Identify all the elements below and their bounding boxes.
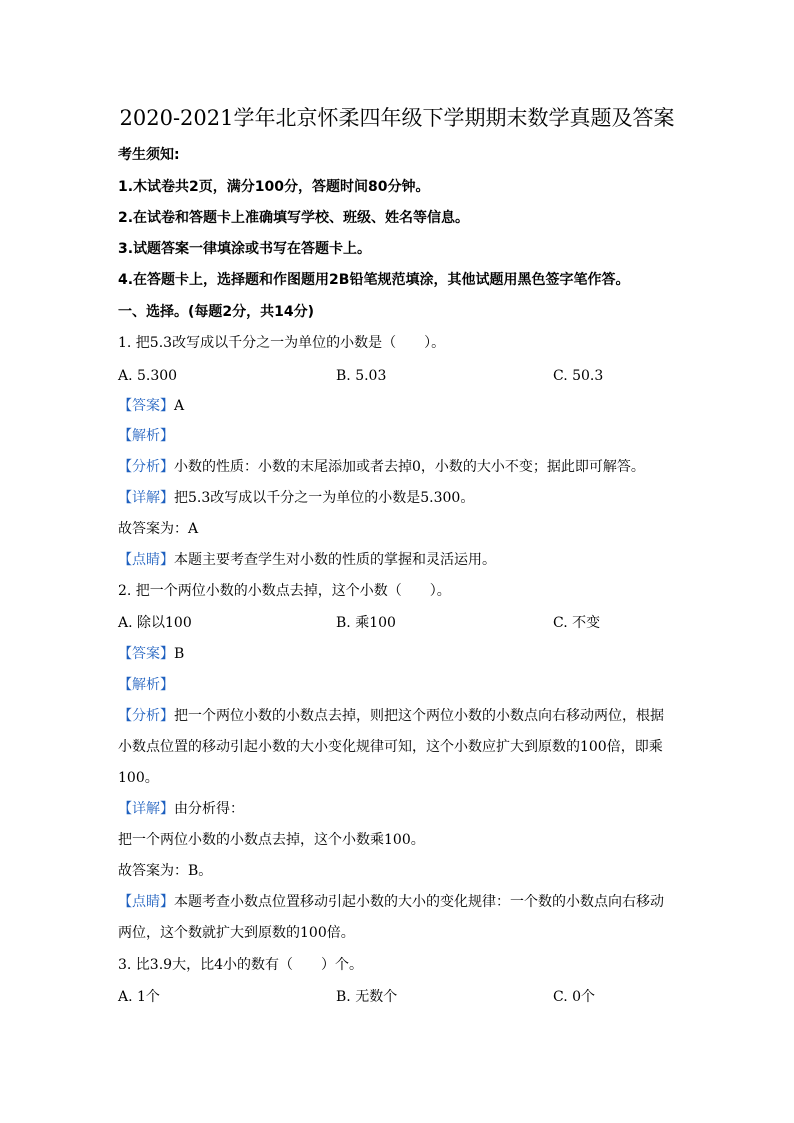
question-2-xiangjie-line-2: 把一个两位小数的小数点去掉，这个小数乘100。 <box>118 832 425 848</box>
question-1-analysis-tag: 【解析】 <box>118 428 174 444</box>
fenxi-tag: 【分析】 <box>118 459 174 475</box>
notice-item-4: 4.在答题卡上，选择题和作图题用2B铅笔规范填涂，其他试题用黑色签字笔作答。 <box>118 272 630 288</box>
question-2-option-b: B. 乘100 <box>336 615 396 631</box>
answer-tag: 【答案】 <box>118 646 174 662</box>
dianjing-tag: 【点睛】 <box>118 552 174 568</box>
xiangjie-tag: 【详解】 <box>118 801 174 817</box>
answer-value: A <box>174 398 185 414</box>
fenxi-text: 把一个两位小数的小数点去掉，则把这个两位小数的小数点向右移动两位，根据 <box>174 708 664 724</box>
fenxi-tag: 【分析】 <box>118 708 174 724</box>
notice-item-1: 1.木试卷共2页，满分100分，答题时间80分钟。 <box>118 179 430 195</box>
question-1-option-a: A. 5.300 <box>118 368 178 384</box>
question-1-option-b: B. 5.03 <box>336 368 387 384</box>
xiangjie-text: 把5.3改写成以千分之一为单位的小数是5.300。 <box>174 490 475 506</box>
question-2-conclusion: 故答案为：B。 <box>118 863 213 879</box>
dianjing-text: 本题考查小数点位置移动引起小数的大小的变化规律：一个数的小数点向右移动 <box>174 894 664 910</box>
question-3-option-c: C. 0个 <box>553 989 596 1005</box>
question-3-option-a: A. 1个 <box>118 989 160 1005</box>
question-2-fenxi-line-3: 100。 <box>118 770 159 786</box>
question-3-stem: 3. 比3.9大，比4小的数有（ ）个。 <box>118 957 363 973</box>
question-3-option-b: B. 无数个 <box>336 989 398 1005</box>
question-1-stem: 1. 把5.3改写成以千分之一为单位的小数是（ ）。 <box>118 335 446 351</box>
question-2-xiangjie <box>118 799 678 819</box>
notice-heading: 考生须知: <box>118 147 180 163</box>
question-2-dianjing-line-1 <box>118 892 678 912</box>
notice-item-2: 2.在试卷和答题卡上准确填写学校、班级、姓名等信息。 <box>118 210 470 226</box>
question-1-conclusion: 故答案为：A <box>118 521 199 537</box>
xiangjie-text: 由分析得： <box>174 801 244 817</box>
question-2-dianjing-line-2: 两位，这个数就扩大到原数的100倍。 <box>118 925 355 941</box>
question-2-analysis-tag: 【解析】 <box>118 677 174 693</box>
section-heading: 一、选择。(每题2分，共14分) <box>118 304 315 320</box>
xiangjie-tag: 【详解】 <box>118 490 174 506</box>
dianjing-text: 本题主要考查学生对小数的性质的掌握和灵活运用。 <box>174 552 496 568</box>
page-title: 2020-2021学年北京怀柔四年级下学期期末数学真题及答案 <box>119 106 675 130</box>
question-2-stem: 2. 把一个两位小数的小数点去掉，这个小数（ ）。 <box>118 583 451 599</box>
question-2-answer <box>118 644 678 664</box>
answer-tag: 【答案】 <box>118 398 174 414</box>
fenxi-text: 小数的性质：小数的末尾添加或者去掉0，小数的大小不变；据此即可解答。 <box>174 459 645 475</box>
question-2-fenxi-line-1 <box>118 706 678 726</box>
question-1-fenxi <box>118 457 678 477</box>
answer-value: B <box>174 646 185 662</box>
question-2-fenxi-line-2: 小数点位置的移动引起小数的大小变化规律可知，这个小数应扩大到原数的100倍，即乘 <box>118 739 663 755</box>
notice-item-3: 3.试题答案一律填涂或书写在答题卡上。 <box>118 241 372 257</box>
question-2-option-c: C. 不变 <box>553 615 601 631</box>
question-1-xiangjie <box>118 488 678 508</box>
question-1-dianjing <box>118 550 678 570</box>
question-2-option-a: A. 除以100 <box>118 615 192 631</box>
question-1-option-c: C. 50.3 <box>553 368 604 384</box>
dianjing-tag: 【点睛】 <box>118 894 174 910</box>
question-1-answer <box>118 396 678 416</box>
